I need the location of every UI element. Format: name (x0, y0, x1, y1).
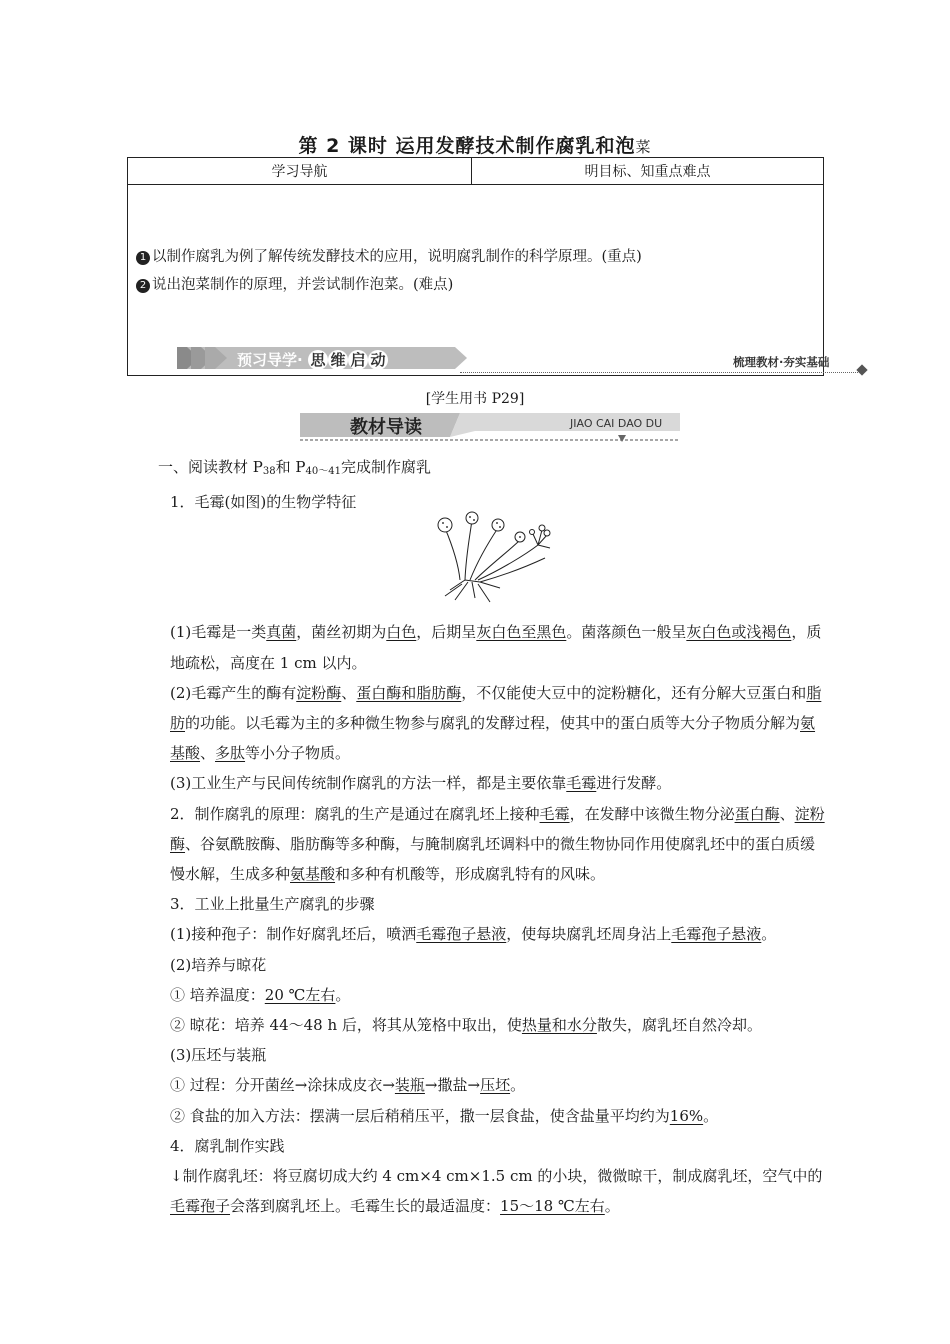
student-book-ref: [学生用书 P29] (425, 391, 525, 407)
para-12: ↓制作腐乳坯：将豆腐切成大约 4 cm×4 cm×1.5 cm 的小块，微微晾干，制成腐乳坯，空气中的毛霉孢子会落到腐乳坯上。毛霉生长的最适温度：15～18 ℃左右。 (170, 1167, 823, 1216)
number-2-icon: 2 (136, 279, 150, 293)
number-1-icon: 1 (136, 251, 150, 265)
banner-char-3: 启 (348, 350, 368, 370)
para-10: ① 过程：分开菌丝→涂抹成皮衣→装瓶→撒盐→压坯。 (170, 1076, 526, 1095)
banner-char-2: 维 (328, 350, 348, 370)
banner-part1: 预习导学 (237, 351, 298, 369)
sub-banner-cn: 教材导读 (350, 417, 422, 438)
content-body (158, 452, 830, 1221)
para-2: (2)毛霉产生的酶有淀粉酶、蛋白酶和脂肪酶，不仅能使大豆中的淀粉糖化，还有分解大豆蛋白和脂肪的功能。以毛霉为主的多种微生物参与腐乳的发酵过程，使其中的蛋白质等大分子物质分解为氨基酸、多肽等小分子物质。 (170, 683, 822, 763)
para-7: ① 培养温度：20 ℃左右。 (170, 985, 351, 1004)
sub-banner (300, 411, 680, 443)
guide-item-2: 2 说出泡菜制作的原理，并尝试制作泡菜。(难点) (136, 271, 815, 299)
title-main: 第 2 课时 运用发酵技术制作腐乳和泡 (298, 135, 636, 157)
banner-char-4: 动 (368, 350, 388, 370)
para-1: (1)毛霉是一类真菌，菌丝初期为白色，后期呈灰白色至黑色。菌落颜色一般呈灰白色或浅褐色，质地疏松，高度在 1 cm 以内。 (170, 623, 822, 672)
section-banner: 预习导学· 思 维 启 动 (177, 343, 467, 373)
item-1-heading: 1．毛霉(如图)的生物学特征 (170, 493, 357, 512)
para-4: 2．制作腐乳的原理：腐乳的生产是通过在腐乳坯上接种毛霉，在发酵中该微生物分泌蛋白酶、淀粉酶、谷氨酰胺酶、脂肪酶等多种酶，与腌制腐乳坯调料中的微生物协同作用使腐乳坯中的蛋白质缓慢水解，生成多种氨基酸和多种有机酸等，形成腐乳特有的风味。 (170, 804, 825, 884)
para-11: ② 食盐的加入方法：摆满一层后稍稍压平，撒一层食盐，使含盐量平均约为16%。 (170, 1106, 719, 1125)
title-tail: 菜 (635, 138, 652, 156)
section-1-heading: 一、阅读教材 $P_{38}$和 $P_{40\sim 41}$完成制作腐乳 (158, 458, 431, 477)
para-5: (1)接种孢子：制作好腐乳坯后，喷洒毛霉孢子悬液，使每块腐乳坯周身沾上毛霉孢子悬液。 (170, 925, 777, 944)
guide-header-right: 明目标、知重点难点 (472, 158, 824, 185)
diamond-icon (856, 364, 867, 375)
guide-header-left: 学习导航 (128, 158, 472, 185)
guide-item-1: 1 以制作腐乳为例了解传统发酵技术的应用，说明腐乳制作的科学原理。(重点) (136, 243, 815, 271)
banner-char-1: 思 (308, 350, 328, 370)
para-3: (3)工业生产与民间传统制作腐乳的方法一样，都是主要依靠毛霉进行发酵。 (170, 774, 672, 793)
banner-divider (460, 372, 862, 373)
banner-right-label: 梳理教材·夯实基础 (733, 355, 830, 369)
para-6: (2)培养与晾花 (170, 955, 267, 974)
sub-banner-en: JIAO CAI DAO DU (570, 417, 663, 430)
item-4-heading: 4．腐乳制作实践 (170, 1136, 285, 1155)
para-8: ② 晾花：培养 44～48 h 后，将其从笼格中取出，使热量和水分散失，腐乳坯自然冷却。 (170, 1016, 762, 1035)
page-title (0, 131, 950, 158)
item-3-heading: 3．工业上批量生产腐乳的步骤 (170, 895, 375, 914)
para-9: (3)压坯与装瓶 (170, 1046, 267, 1065)
